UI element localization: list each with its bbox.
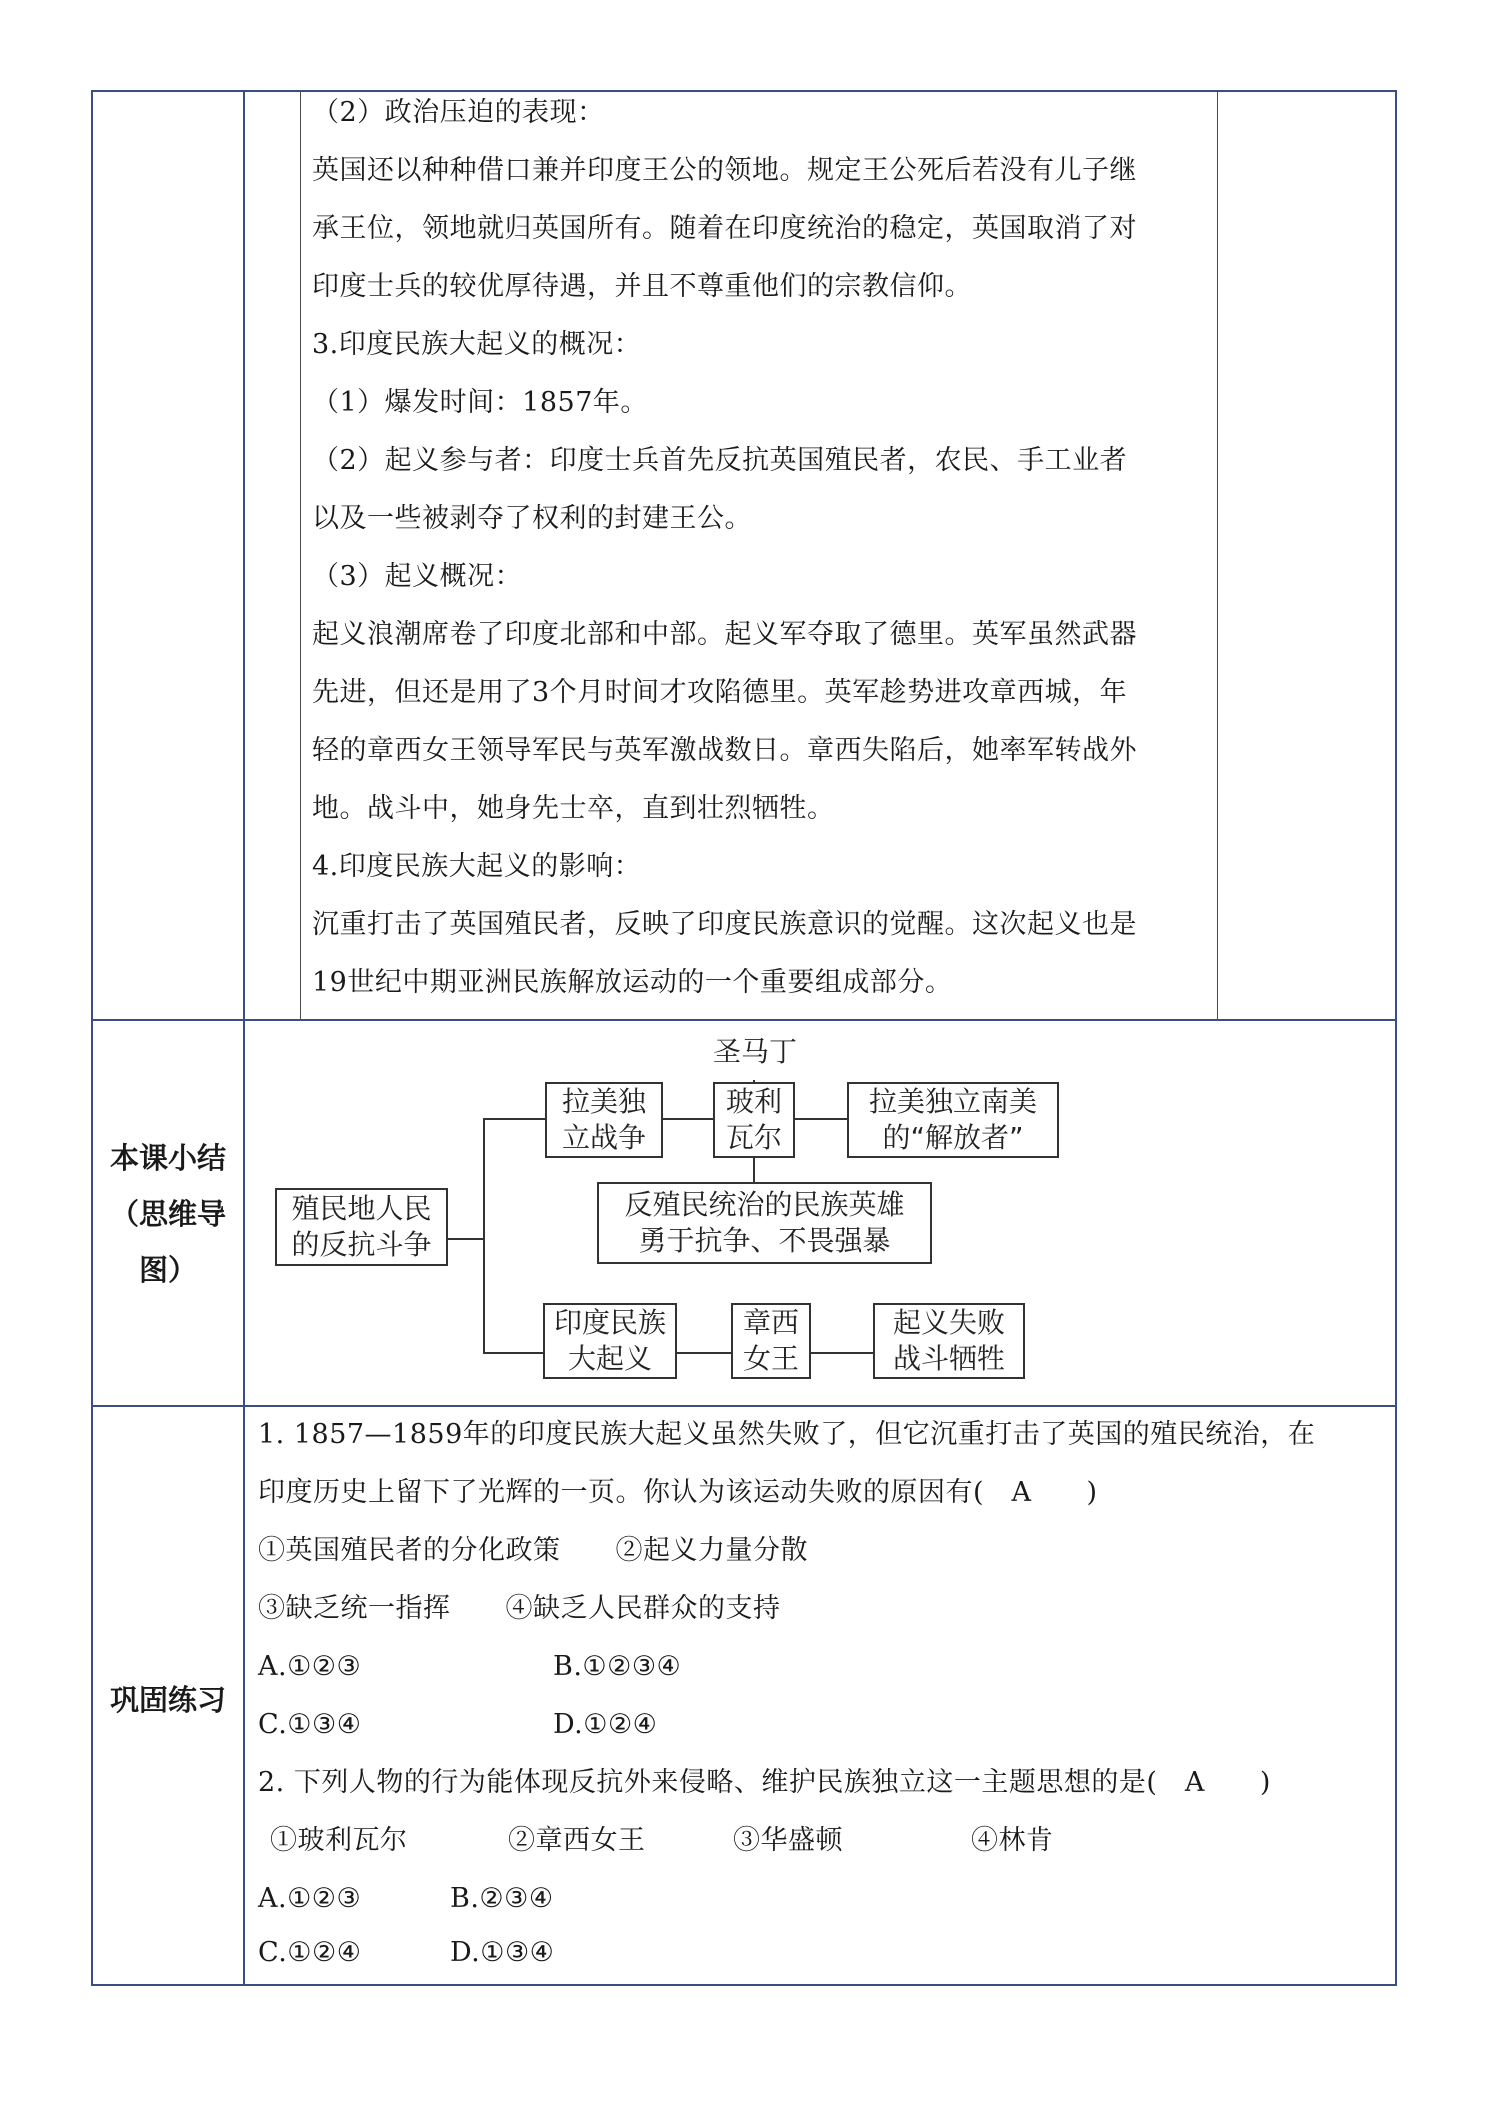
question-line: ③缺乏统一指挥 ④缺乏人民群众的支持 [258,1593,781,1624]
content-line: 起义浪潮席卷了印度北部和中部。起义军夺取了德里。英军虽然武器 [312,619,1137,650]
box-text: 勇于抗争、不畏强暴 [638,1224,891,1257]
box-text: 殖民地人民 [291,1192,432,1225]
q1-option: D.①②④ [553,1709,658,1740]
connector [811,1352,873,1354]
connector [663,1118,713,1120]
summary-label-line: 本课小结 [109,1141,226,1175]
col-divider-left [243,90,245,1986]
content-line: 轻的章西女王领导军民与英军激战数日。章西失陷后，她率军转战外 [312,735,1137,766]
q1-option: C.①③④ [258,1709,362,1740]
mindmap-top-label: 圣马丁 [713,1035,798,1068]
q2-option: C.①②④ [258,1937,362,1968]
connector [483,1118,485,1354]
box-text: 玻利 [725,1085,782,1118]
content-line: （2）政治压迫的表现： [312,97,605,128]
summary-label-line: （思维导 [109,1197,226,1231]
practice-label: 巩固练习 [109,1683,226,1717]
mindmap-latin-war-box [545,1082,663,1158]
box-text: 拉美独 [561,1085,646,1118]
question-line: 印度历史上留下了光辉的一页。你认为该运动失败的原因有( A ) [258,1477,1098,1508]
mindmap-root-box [275,1188,448,1266]
inner-right-border [1217,90,1218,1020]
connector [677,1352,731,1354]
content-line: 以及一些被剥夺了权利的封建王公。 [312,503,752,534]
content-line: 地。战斗中，她身先士卒，直到壮烈牺牲。 [312,793,835,824]
question-line: ①英国殖民者的分化政策 ②起义力量分散 [258,1535,808,1566]
summary-label-line: 图） [138,1253,197,1287]
box-text: 起义失败 [892,1306,1005,1339]
mindmap-liberator-box [847,1082,1059,1158]
content-line: （2）起义参与者：印度士兵首先反抗英国殖民者，农民、手工业者 [312,445,1128,476]
content-line: （1）爆发时间：1857年。 [312,387,648,418]
q2-option: A.①②③ [258,1883,362,1914]
content-line: 19世纪中期亚洲民族解放运动的一个重要组成部分。 [312,967,953,998]
connector [483,1118,545,1120]
mindmap-failure-box [873,1303,1025,1379]
box-text: 拉美独立南美 [868,1085,1037,1118]
connector [483,1352,543,1354]
mindmap-queen-box [731,1303,811,1379]
q1-option: B.①②③④ [553,1651,682,1682]
q2-option: B.②③④ [450,1883,554,1914]
box-text: 大起义 [567,1342,652,1375]
content-line: 英国还以种种借口兼并印度王公的领地。规定王公死后若没有儿子继 [312,155,1137,186]
box-text: 的反抗斗争 [291,1228,432,1261]
content-line: （3）起义概况： [312,561,523,592]
question-line: 2. 下列人物的行为能体现反抗外来侵略、维护民族独立这一主题思想的是( A ) [258,1767,1271,1798]
q2-choice: ④林肯 [971,1825,1054,1856]
q1-option: A.①②③ [258,1651,362,1682]
q2-choice: ①玻利瓦尔 [270,1825,408,1856]
box-text: 女王 [742,1342,799,1375]
q2-option: D.①③④ [450,1937,555,1968]
content-line: 承王位，领地就归英国所有。随着在印度统治的稳定，英国取消了对 [312,213,1137,244]
box-text: 印度民族 [553,1306,666,1339]
question-line: 1. 1857—1859年的印度民族大起义虽然失败了，但它沉重打击了英国的殖民统治，在 [258,1419,1316,1450]
mindmap-hero-box [597,1182,932,1264]
connector [447,1238,483,1240]
q2-choice: ②章西女王 [508,1825,646,1856]
box-text: 章西 [742,1306,799,1339]
content-line: 印度士兵的较优厚待遇，并且不尊重他们的宗教信仰。 [312,271,972,302]
mindmap-india-box [543,1303,677,1379]
box-text: 战斗牺牲 [892,1342,1005,1375]
box-text: 反殖民统治的民族英雄 [624,1188,905,1221]
box-text: 瓦尔 [725,1121,782,1154]
box-text: 的“解放者” [882,1121,1024,1154]
summary-label [93,1130,243,1298]
q2-choice: ③华盛顿 [733,1825,843,1856]
box-text: 立战争 [561,1121,646,1154]
content-line: 先进，但还是用了3个月时间才攻陷德里。英军趁势进攻章西城，年 [312,677,1128,708]
row-divider-1 [91,1019,1397,1021]
inner-left-border [300,90,301,1020]
content-line: 沉重打击了英国殖民者，反映了印度民族意识的觉醒。这次起义也是 [312,909,1137,940]
mindmap-bolivar-box [713,1082,795,1158]
connector [795,1118,847,1120]
content-line: 4.印度民族大起义的影响： [312,851,642,882]
content-line: 3.印度民族大起义的概况： [312,329,642,360]
